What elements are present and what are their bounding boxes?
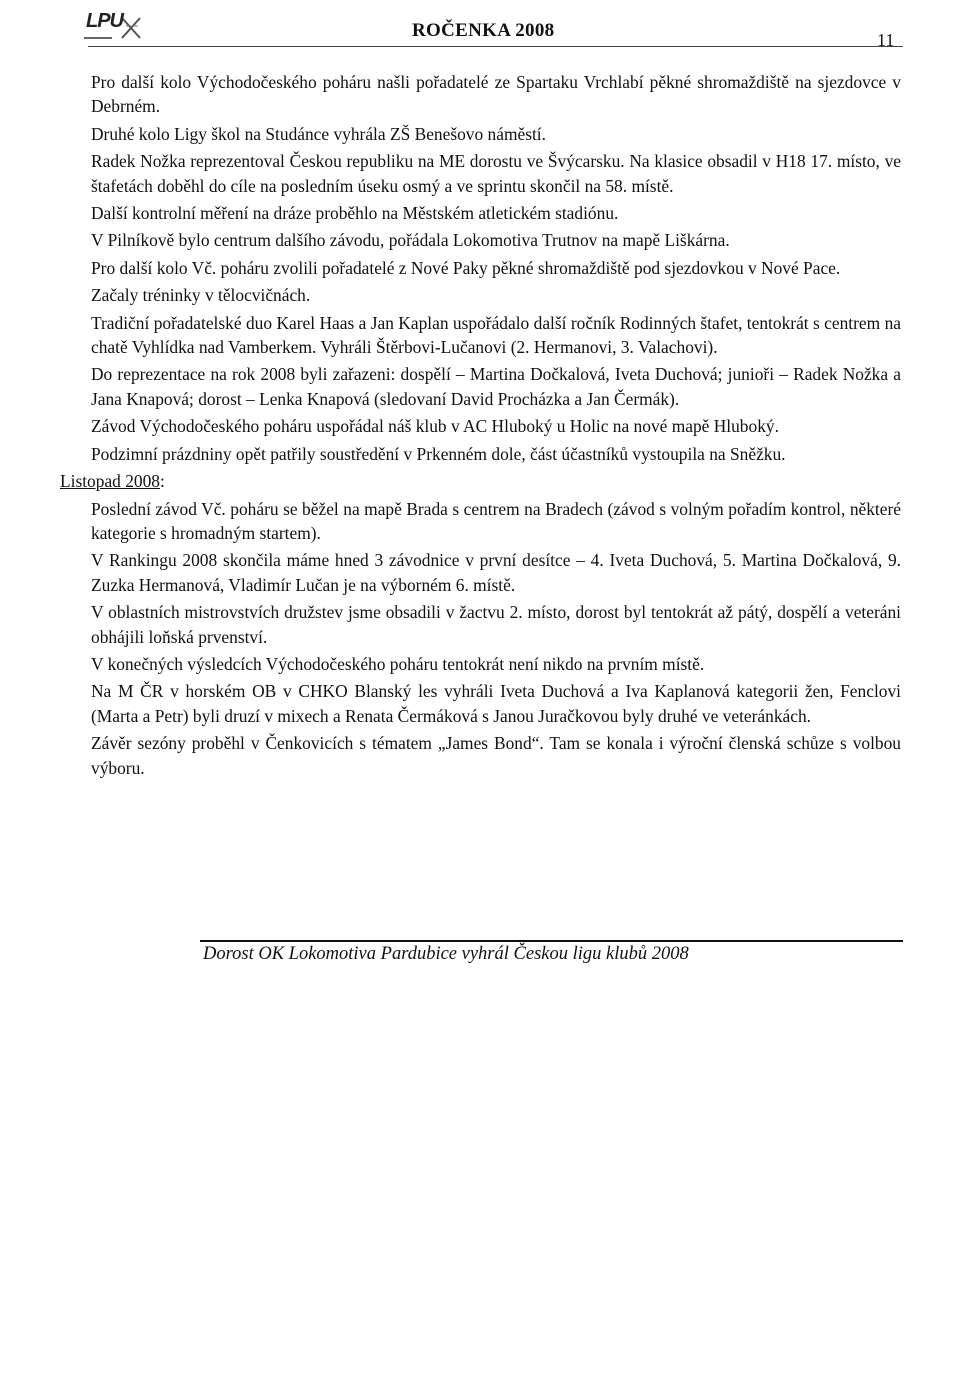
club-logo (82, 8, 144, 42)
month-heading (0, 469, 901, 493)
paragraph: Tradiční pořadatelské duo Karel Haas a Jan Kaplan uspořádalo další ročník Rodinných štafet, tentokrát s centrem na chatě Vyhlídka nad Vamberkem. Vyhráli Štěrbovi-Lučanovi (2. Hermanovi, 3. Valachovi). (91, 312, 901, 358)
paragraph: Radek Nožka reprezentoval Českou republiku na ME dorostu ve Švýcarsku. Na klasice obsadil v H18 17. místo, ve štafetách doběhl do cíle na posledním úseku osmý a ve sprintu skončil na 58. místě. (91, 151, 901, 196)
paragraph: V oblastních mistrovstvích družstev jsme obsadili v žactvu 2. místo, dorost byl tentokrát až pátý, dospělí a veteráni obhájili loňská prvenství. (91, 602, 901, 647)
yearbook-title: ROČENKA 2008 (412, 20, 555, 41)
page-body (0, 70, 960, 783)
caption-divider (200, 940, 903, 942)
paragraph: V Rankingu 2008 skončila máme hned 3 závodnice v první desítce – 4. Iveta Duchová, 5. Martina Dočkalová, 9. Zuzka Hermanová, Vladimír Lučan je na výborném 6. místě. (91, 550, 901, 595)
page-header (0, 0, 960, 60)
paragraph: Pro další kolo Vč. poháru zvolili pořadatelé z Nové Paky pěkné shromaždiště pod sjezdovkou v Nové Pace. (91, 257, 841, 278)
paragraph: Podzimní prázdniny opět patřily soustředění v Prkenném dole, část účastníků vystoupila na Sněžku. (91, 443, 786, 464)
paragraph: Poslední závod Vč. poháru se běžel na mapě Brada s centrem na Bradech (závod s volným pořadím kontrol, některé kategorie s hromadným startem). (91, 498, 901, 543)
month-label: Listopad 2008 (60, 471, 160, 492)
header-divider (88, 46, 903, 47)
paragraph: Do reprezentace na rok 2008 byli zařazeni: dospělí – Martina Dočkalová, Iveta Duchová; junioři – Radek Nožka a Jana Knapová; dorost – Lenka Knapová (sledovaní David Procházka a Jan Čermák). (91, 364, 901, 409)
page-number: 11 (877, 30, 895, 50)
photo-caption: Dorost OK Lokomotiva Pardubice vyhrál Českou ligu klubů 2008 (203, 944, 689, 964)
paragraph: Začaly tréninky v tělocvičnách. (91, 285, 311, 306)
paragraph: Závěr sezóny proběhl v Čenkovicích s tématem „James Bond“. Tam se konala i výroční členská schůze s volbou výboru. (91, 733, 901, 778)
paragraph: Pro další kolo Východočeského poháru našli pořadatelé ze Spartaku Vrchlabí pěkné shromaždiště na sjezdovce v Debrném. (91, 72, 901, 117)
paragraph: Závod Východočeského poháru uspořádal náš klub v AC Hluboký u Holic na nové mapě Hluboký. (91, 416, 779, 437)
month-colon: : (160, 471, 165, 492)
paragraph: Druhé kolo Ligy škol na Studánce vyhrála ZŠ Benešovo náměstí. (91, 123, 546, 144)
paragraph: Na M ČR v horském OB v CHKO Blanský les vyhráli Iveta Duchová a Iva Kaplanová kategorii žen, Fenclovi (Marta a Petr) byli druzí v mixech a Renata Čermáková s Janou Juračkovou byly druhé ve veteránkách. (91, 681, 901, 726)
paragraph: V konečných výsledcích Východočeského poháru tentokrát není nikdo na prvním místě. (91, 653, 705, 674)
paragraph: Další kontrolní měření na dráze proběhlo na Městském atletickém stadiónu. (91, 203, 619, 224)
logo-text: LPU (86, 10, 123, 32)
paragraph: V Pilníkově bylo centrum dalšího závodu, pořádala Lokomotiva Trutnov na mapě Liškárna. (91, 230, 730, 251)
